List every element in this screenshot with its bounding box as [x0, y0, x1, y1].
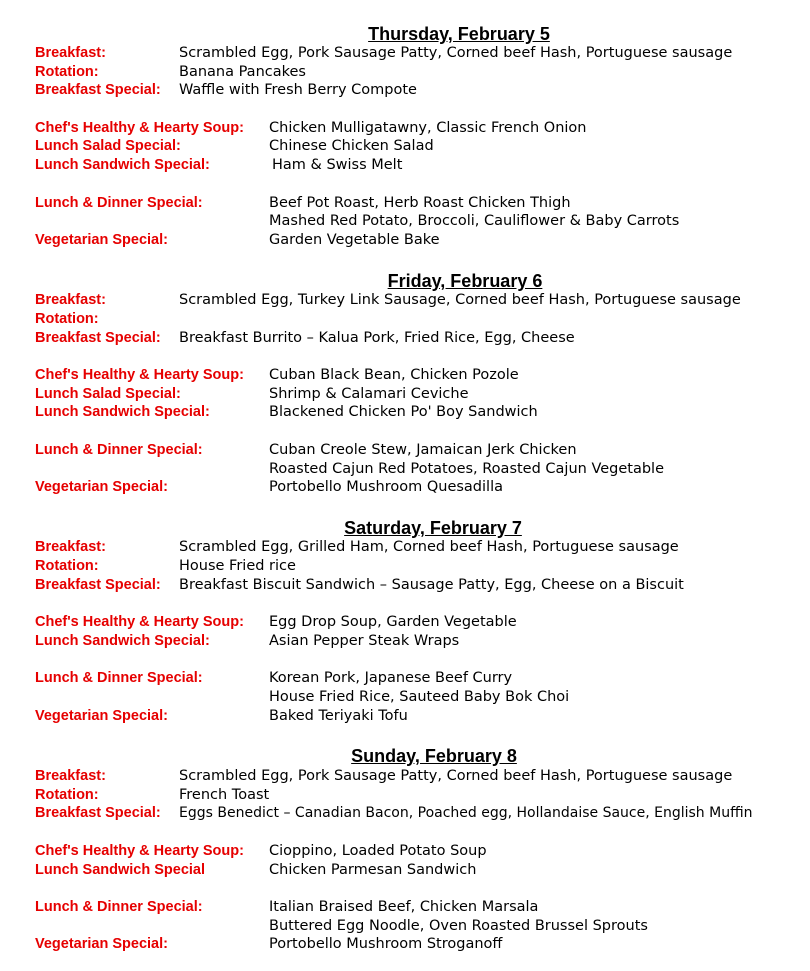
lunch-dinner-label: Lunch & Dinner Special: — [35, 195, 203, 211]
menu-row — [0, 576, 810, 595]
lunch-dinner-sides: Mashed Red Potato, Broccoli, Cauliflower & Baby Carrots — [269, 213, 680, 229]
rotation-value: French Toast — [179, 787, 270, 803]
breakfast-label: Breakfast: — [35, 768, 106, 784]
sandwich-value: Ham & Swiss Melt — [272, 157, 403, 173]
soup-value: Cioppino, Loaded Potato Soup — [269, 843, 487, 859]
menu-row — [0, 767, 810, 786]
menu-row — [0, 291, 810, 310]
lunch-dinner-sides: Buttered Egg Noodle, Oven Roasted Brussel Sprouts — [269, 918, 648, 934]
lunch-dinner-value: Beef Pot Roast, Herb Roast Chicken Thigh — [269, 195, 571, 211]
soup-value: Egg Drop Soup, Garden Vegetable — [269, 614, 517, 630]
day-heading-friday: Friday, February 6 — [387, 271, 543, 291]
menu-row — [0, 366, 810, 385]
soup-label: Chef's Healthy & Hearty Soup: — [35, 367, 244, 383]
soup-value: Chicken Mulligatawny, Classic French Onion — [269, 120, 587, 136]
breakfast-special-value: Breakfast Burrito – Kalua Pork, Fried Rice, Egg, Cheese — [179, 330, 575, 346]
breakfast-special-label: Breakfast Special: — [35, 805, 161, 821]
rotation-label: Rotation: — [35, 64, 99, 80]
breakfast-label: Breakfast: — [35, 292, 106, 308]
breakfast-special-value: Breakfast Biscuit Sandwich – Sausage Patty, Egg, Cheese on a Biscuit — [179, 577, 684, 593]
lunch-dinner-value: Korean Pork, Japanese Beef Curry — [269, 670, 513, 686]
lunch-dinner-sides: House Fried Rice, Sauteed Baby Bok Choi — [269, 689, 570, 705]
salad-label: Lunch Salad Special: — [35, 386, 181, 402]
sandwich-label: Lunch Sandwich Special — [35, 862, 206, 878]
menu-row — [0, 538, 810, 557]
soup-label: Chef's Healthy & Hearty Soup: — [35, 120, 244, 136]
lunch-dinner-label: Lunch & Dinner Special: — [35, 670, 203, 686]
breakfast-value: Scrambled Egg, Pork Sausage Patty, Corned beef Hash, Portuguese sausage — [179, 45, 733, 61]
vegetarian-value: Portobello Mushroom Stroganoff — [269, 936, 503, 952]
menu-row — [0, 557, 810, 576]
vegetarian-label: Vegetarian Special: — [35, 479, 168, 495]
menu-row — [0, 441, 810, 460]
rotation-label: Rotation: — [35, 787, 99, 803]
sandwich-value: Blackened Chicken Po' Boy Sandwich — [269, 404, 538, 420]
menu-row — [0, 231, 810, 250]
rotation-label: Rotation: — [35, 311, 99, 327]
lunch-dinner-label: Lunch & Dinner Special: — [35, 899, 203, 915]
vegetarian-value: Portobello Mushroom Quesadilla — [269, 479, 503, 495]
menu-row — [0, 804, 810, 823]
soup-label: Chef's Healthy & Hearty Soup: — [35, 614, 244, 630]
menu-row — [0, 194, 810, 213]
breakfast-label: Breakfast: — [35, 539, 106, 555]
breakfast-special-value: Waffle with Fresh Berry Compote — [179, 82, 417, 98]
soup-value: Cuban Black Bean, Chicken Pozole — [269, 367, 519, 383]
menu-row — [0, 81, 810, 100]
lunch-dinner-sides: Roasted Cajun Red Potatoes, Roasted Cajun Vegetable — [269, 461, 665, 477]
menu-row — [0, 212, 810, 231]
menu-row — [0, 688, 810, 707]
vegetarian-label: Vegetarian Special: — [35, 708, 168, 724]
breakfast-special-label: Breakfast Special: — [35, 330, 161, 346]
menu-row — [0, 935, 810, 954]
lunch-dinner-value: Italian Braised Beef, Chicken Marsala — [269, 899, 539, 915]
menu-row — [0, 385, 810, 404]
rotation-value: Banana Pancakes — [179, 64, 306, 80]
day-heading-saturday: Saturday, February 7 — [344, 518, 522, 538]
menu-row — [0, 329, 810, 348]
breakfast-value: Scrambled Egg, Turkey Link Sausage, Corned beef Hash, Portuguese sausage — [179, 292, 741, 308]
sandwich-value: Asian Pepper Steak Wraps — [269, 633, 460, 649]
vegetarian-value: Garden Vegetable Bake — [269, 232, 440, 248]
salad-value: Chinese Chicken Salad — [269, 138, 434, 154]
menu-row — [0, 669, 810, 688]
sandwich-label: Lunch Sandwich Special: — [35, 404, 210, 420]
rotation-value: House Fried rice — [179, 558, 296, 574]
sandwich-label: Lunch Sandwich Special: — [35, 633, 210, 649]
breakfast-label: Breakfast: — [35, 45, 106, 61]
salad-label: Lunch Salad Special: — [35, 138, 181, 154]
rotation-label: Rotation: — [35, 558, 99, 574]
day-heading-sunday: Sunday, February 8 — [351, 746, 517, 766]
menu-row — [0, 478, 810, 497]
menu-row — [0, 861, 810, 880]
soup-label: Chef's Healthy & Hearty Soup: — [35, 843, 244, 859]
vegetarian-label: Vegetarian Special: — [35, 936, 168, 952]
menu-row — [0, 898, 810, 917]
breakfast-special-label: Breakfast Special: — [35, 577, 161, 593]
menu-row — [0, 137, 810, 156]
menu-row — [0, 156, 810, 175]
menu-row — [0, 632, 810, 651]
menu-row — [0, 460, 810, 479]
menu-row — [0, 786, 810, 805]
vegetarian-label: Vegetarian Special: — [35, 232, 168, 248]
sandwich-label: Lunch Sandwich Special: — [35, 157, 210, 173]
breakfast-special-value: Eggs Benedict – Canadian Bacon, Poached egg, Hollandaise Sauce, English Muffin — [179, 805, 753, 821]
menu-row — [0, 63, 810, 82]
lunch-dinner-label: Lunch & Dinner Special: — [35, 442, 203, 458]
menu-row — [0, 44, 810, 63]
menu-row — [0, 842, 810, 861]
menu-row — [0, 613, 810, 632]
lunch-dinner-value: Cuban Creole Stew, Jamaican Jerk Chicken — [269, 442, 577, 458]
menu-row — [0, 917, 810, 936]
menu-row — [0, 119, 810, 138]
breakfast-value: Scrambled Egg, Pork Sausage Patty, Corned beef Hash, Portuguese sausage — [179, 768, 733, 784]
breakfast-special-label: Breakfast Special: — [35, 82, 161, 98]
breakfast-value: Scrambled Egg, Grilled Ham, Corned beef Hash, Portuguese sausage — [179, 539, 679, 555]
menu-row — [0, 310, 810, 329]
menu-row — [0, 403, 810, 422]
day-heading-thursday: Thursday, February 5 — [368, 24, 550, 44]
sandwich-value: Chicken Parmesan Sandwich — [269, 862, 477, 878]
salad-value: Shrimp & Calamari Ceviche — [269, 386, 469, 402]
vegetarian-value: Baked Teriyaki Tofu — [269, 708, 408, 724]
menu-row — [0, 707, 810, 726]
